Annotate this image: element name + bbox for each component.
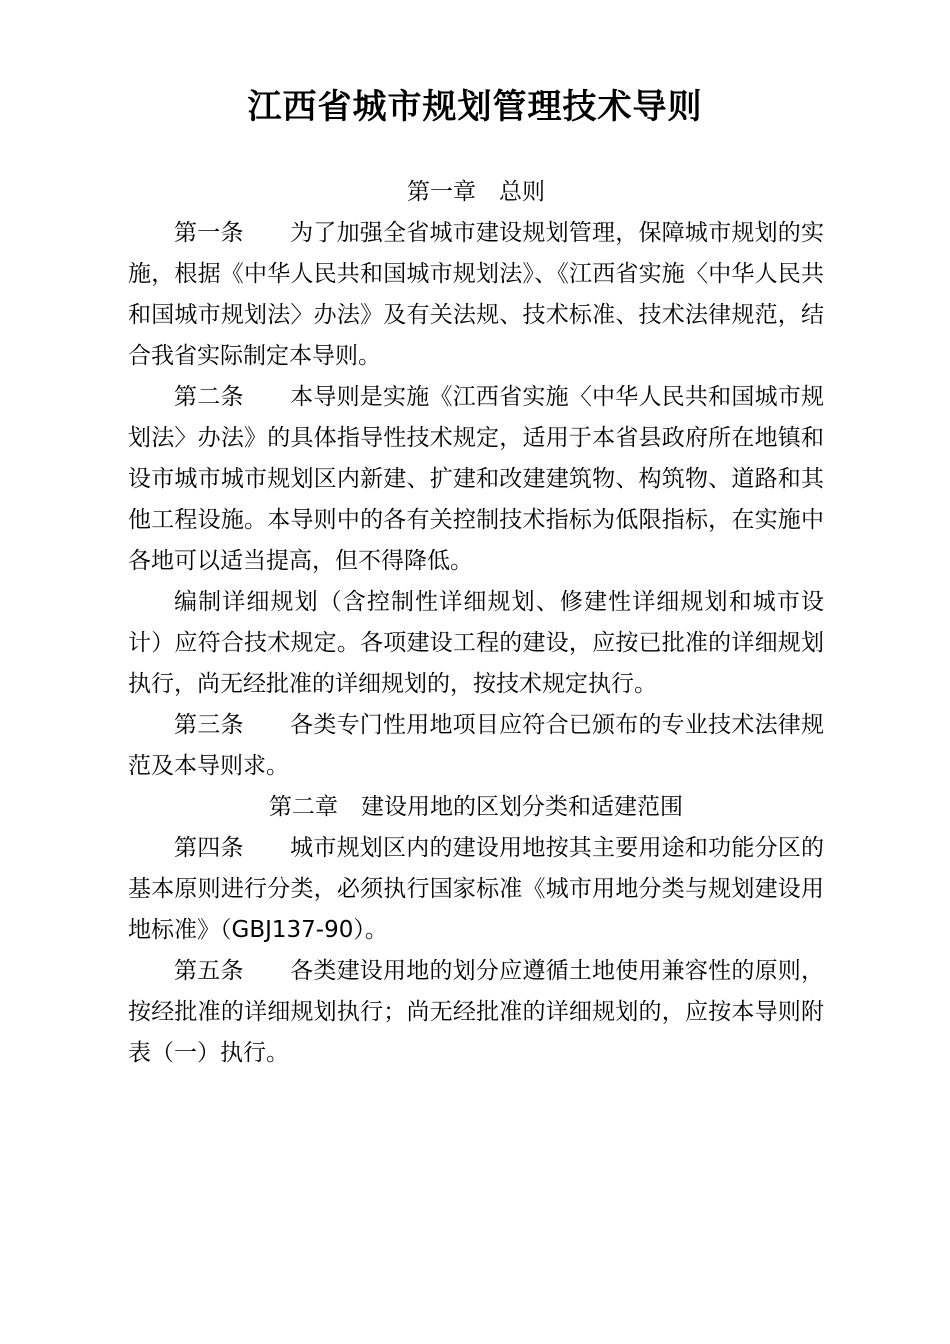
- article-text: 本导则是实施《江西省实施〈中华人民共和国城市规划法〉办法》的具体指导性技术规定，适用于本省县政府所在地镇和设市城市城市规划区内新建、扩建和改建建筑物、构筑物、道路和其他工程设施。本导则中的各有关控制技术指标为低限指标，在实施中各地可以适当提高，但不得降低。: [128, 384, 825, 574]
- document-title: 江西省城市规划管理技术导则: [247, 87, 703, 127]
- article-text: 城市规划区内的建设用地按其主要用途和功能分区的基本原则进行分类，必须执行国家标准《城市用地分类与规划建设用地标准》（GBJ137-90）。: [128, 835, 825, 943]
- chapter-heading-2: 第二章 建设用地的区划分类和适建范围: [269, 794, 683, 820]
- article-label: 第三条: [174, 712, 291, 738]
- article-text: 各类建设用地的划分应遵循土地使用兼容性的原则，按经批准的详细规划执行；尚无经批准的详细规划的，应按本导则附表（一）执行。: [128, 958, 825, 1066]
- article-5: [128, 951, 824, 1074]
- article-label: 第二条: [174, 384, 291, 410]
- document-body: [128, 172, 824, 1074]
- article-1: [128, 213, 824, 377]
- chapter-heading-1: 第一章 总则: [407, 179, 545, 205]
- article-text: 为了加强全省城市建设规划管理，保障城市规划的实施，根据《中华人民共和国城市规划法》、《江西省实施〈中华人民共和国城市规划法〉办法》及有关法规、技术标准、技术法律规范，结合我省实际制定本导则。: [128, 220, 825, 369]
- article-2-paragraph-2: [128, 582, 824, 705]
- article-text: 各类专门性用地项目应符合已颁布的专业技术法律规范及本导则求。: [128, 712, 825, 779]
- article-3: [128, 705, 824, 787]
- article-text: 编制详细规划（含控制性详细规划、修建性详细规划和城市设计）应符合技术规定。各项建设工程的建设，应按已批准的详细规划执行，尚无经批准的详细规划的，按技术规定执行。: [128, 589, 824, 697]
- article-label: 第四条: [174, 835, 291, 861]
- article-4: [128, 828, 824, 951]
- article-2: [128, 377, 824, 582]
- article-label: 第一条: [174, 220, 291, 246]
- article-label: 第五条: [174, 958, 291, 984]
